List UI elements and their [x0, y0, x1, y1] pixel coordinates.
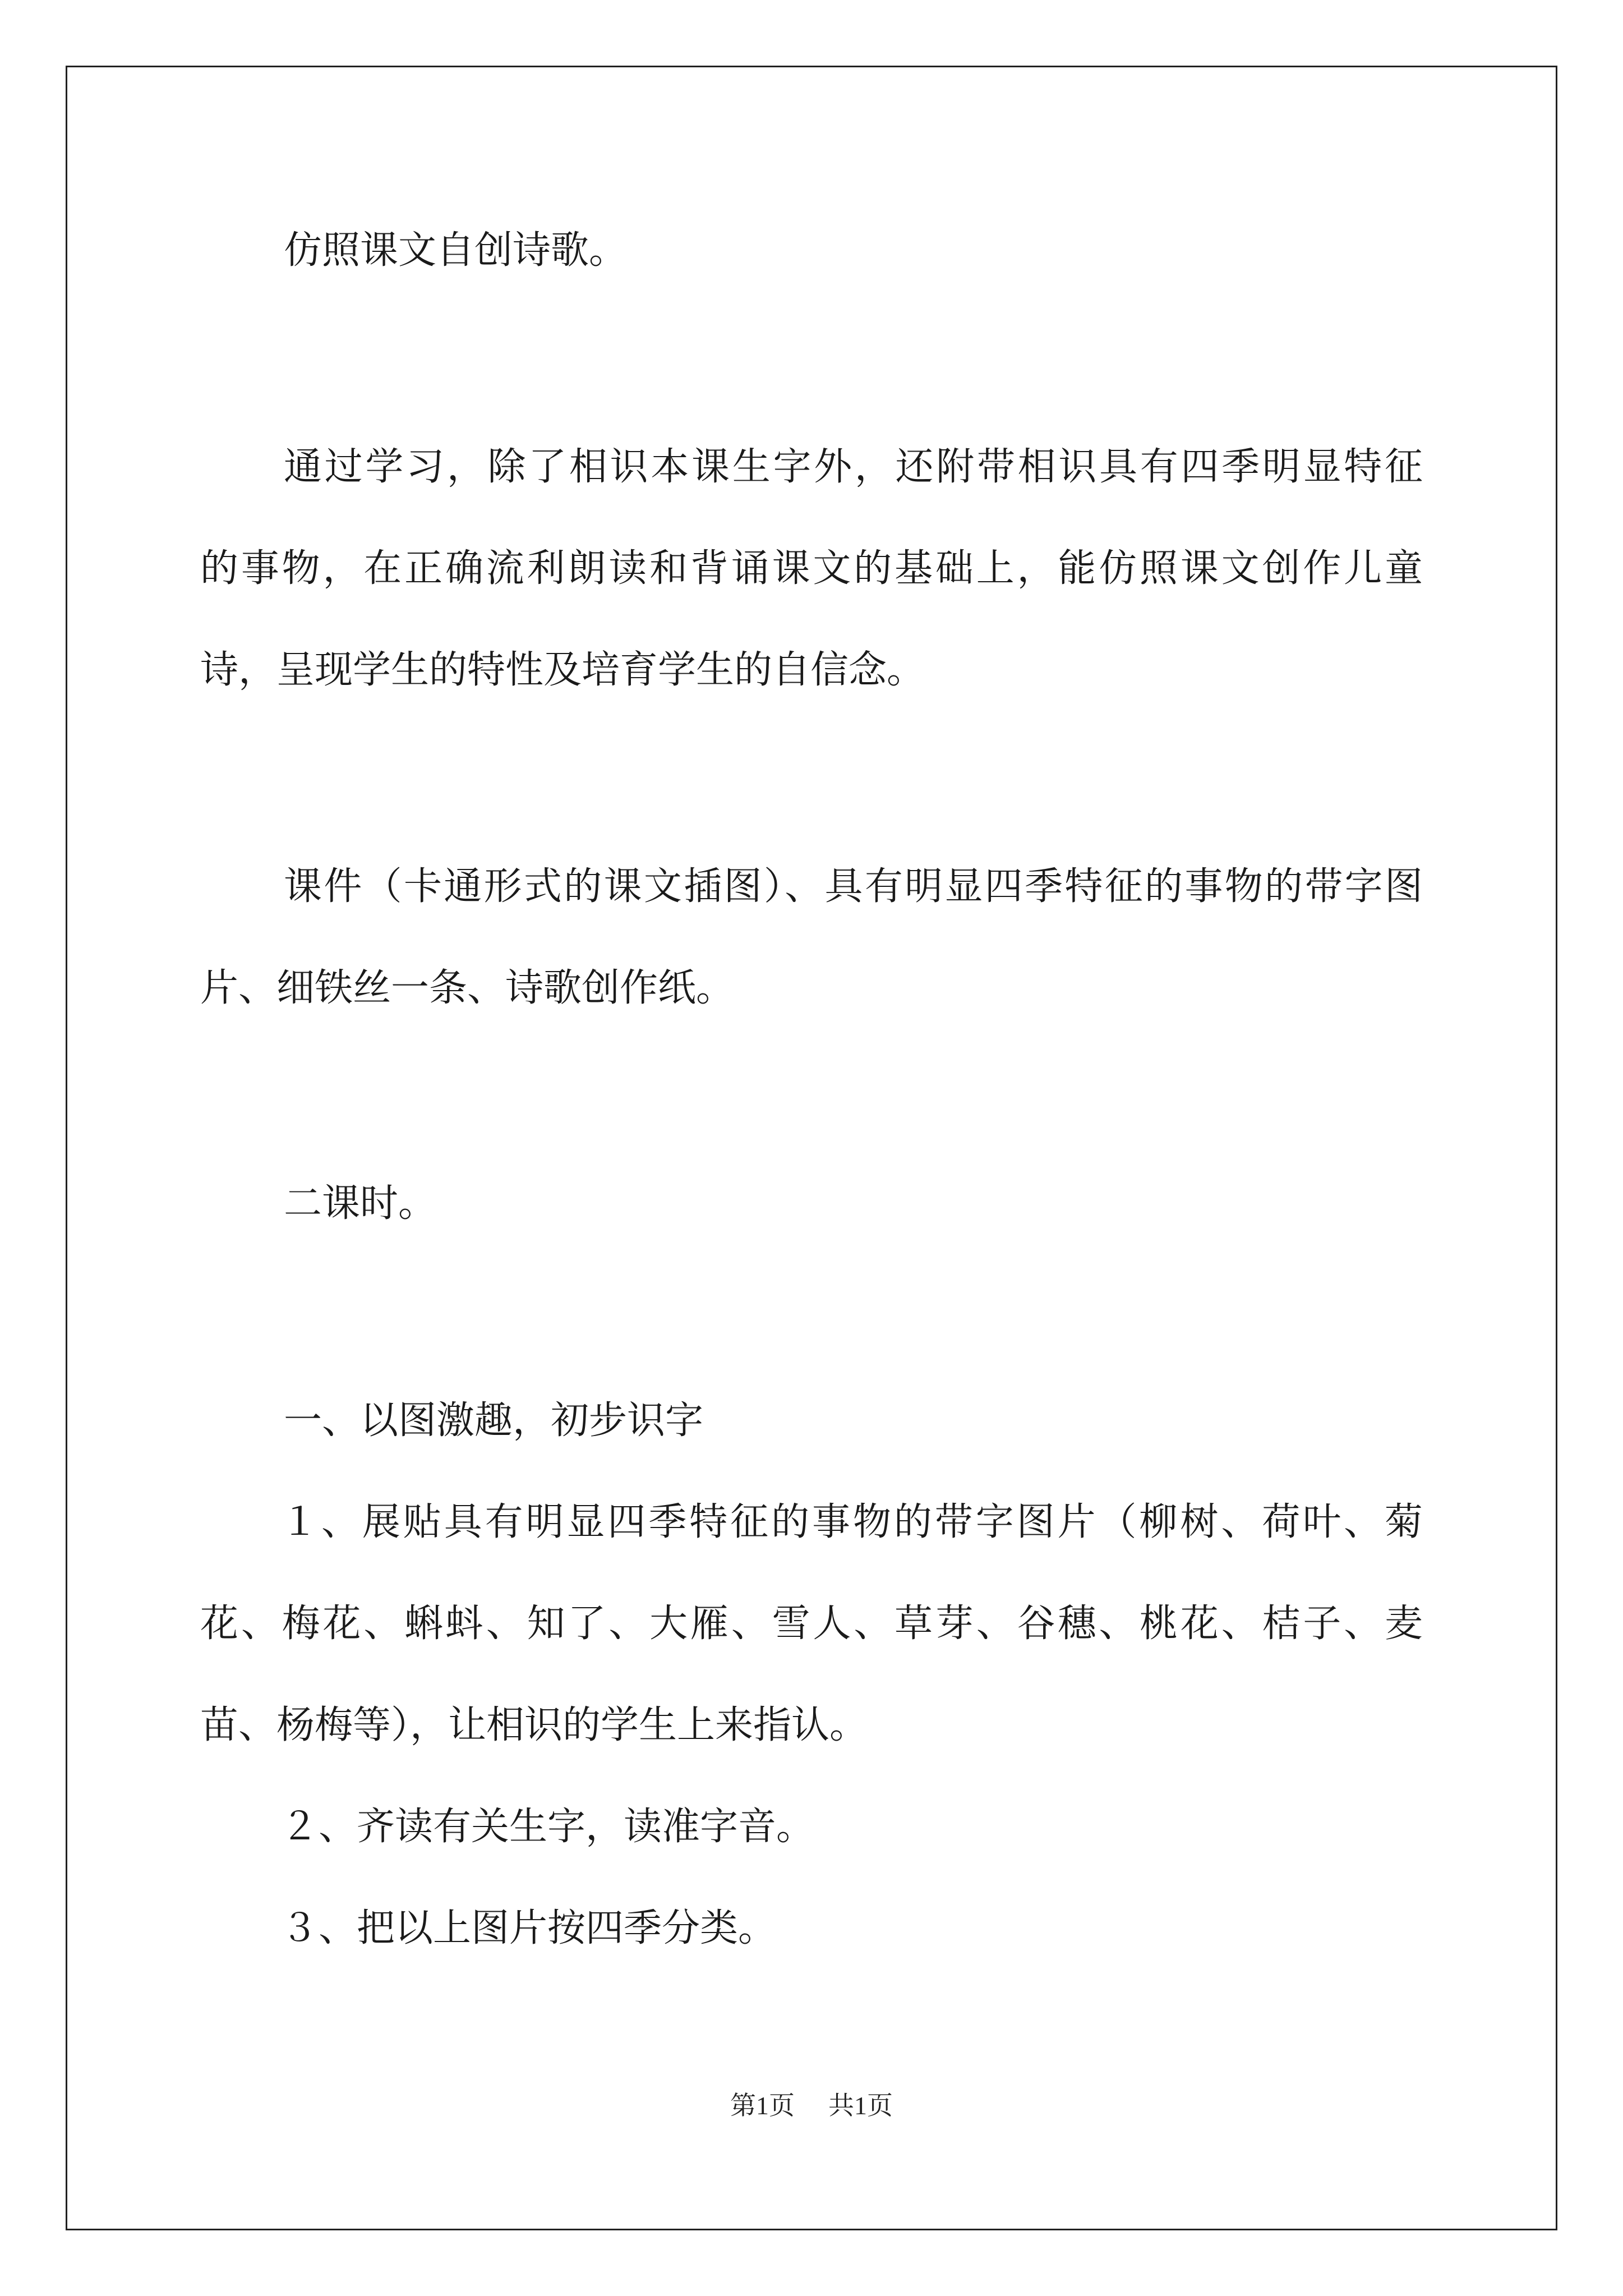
- section-heading: 一、以图激趣，初步识字: [284, 1398, 704, 1443]
- paragraph-3-line-1: 课件（卡通形式的课文插图）、具有明显四季特征的事物的带字图: [284, 864, 1423, 909]
- paragraph-2-line-1: 通过学习，除了相识本课生字外，还附带相识具有四季明显特征: [284, 445, 1423, 489]
- item-1-line-1: １、展贴具有明显四季特征的事物的带字图片（柳树、荷叶、菊: [280, 1500, 1423, 1544]
- item-2-line-1: ２、齐读有关生字，读准字音。: [280, 1805, 815, 1849]
- item-3-line-1: ３、把以上图片按四季分类。: [280, 1906, 777, 1950]
- page-total: 共1页: [828, 2091, 893, 2120]
- paragraph-4-line-1: 二课时。: [284, 1181, 437, 1226]
- paragraph-2-line-2: 的事物，在正确流利朗读和背诵课文的基础上，能仿照课文创作儿童: [200, 546, 1423, 591]
- paragraph-3-line-2: 片、细铁丝一条、诗歌创作纸。: [200, 966, 735, 1010]
- paragraph-1-line-1: 仿照课文自创诗歌。: [284, 228, 628, 273]
- paragraph-2-line-3: 诗，呈现学生的特性及培育学生的自信念。: [200, 648, 925, 692]
- item-1-line-2: 花、梅花、蝌蚪、知了、大雁、雪人、草芽、谷穗、桃花、桔子、麦: [200, 1602, 1423, 1646]
- page-footer: [0, 2089, 1623, 2123]
- item-1-line-3: 苗、杨梅等），让相识的学生上来指认。: [200, 1703, 868, 1747]
- page-number: 第1页: [730, 2091, 795, 2120]
